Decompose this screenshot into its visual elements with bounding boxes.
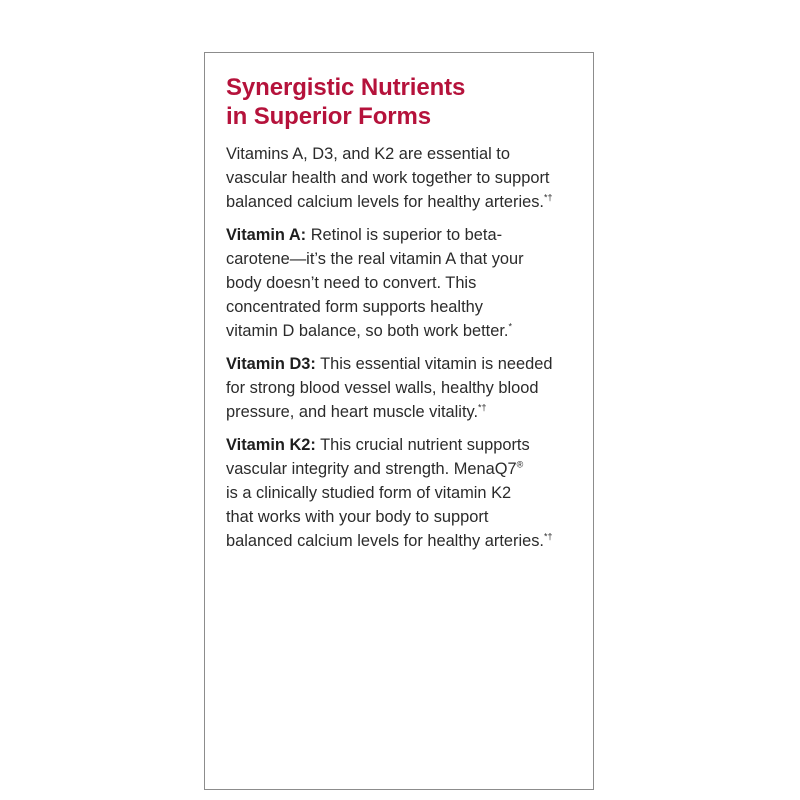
vitamin-a-line-1 xyxy=(226,223,586,247)
vitamin-a-line-4: concentrated form supports healthy xyxy=(226,298,483,316)
footnote-mark: *† xyxy=(478,402,487,413)
title-line-2: in Superior Forms xyxy=(226,103,431,130)
vitamin-a-line-5: vitamin D balance, so both work better. xyxy=(226,322,509,340)
vitamin-d3-line-3: pressure, and heart muscle vitality. xyxy=(226,403,479,421)
footnote-mark: *† xyxy=(543,192,553,203)
vitamin-k2-line-4: that works with your body to support xyxy=(226,508,489,526)
intro-line-3: balanced calcium levels for healthy arteries. xyxy=(226,193,544,211)
intro-line-3-wrap xyxy=(226,190,586,214)
vitamin-d3-paragraph xyxy=(226,352,586,424)
vitamin-d3-line-3-wrap xyxy=(226,400,586,424)
vitamin-d3-line-2: for strong blood vessel walls, healthy blood xyxy=(226,379,539,397)
vitamin-d3-line-1 xyxy=(226,352,586,376)
panel-title xyxy=(226,73,586,131)
vitamin-a-line-5-wrap xyxy=(226,319,586,343)
vitamin-k2-line-5: balanced calcium levels for healthy arteries. xyxy=(226,532,544,550)
intro-line-1: Vitamins A, D3, and K2 are essential to xyxy=(226,145,510,163)
vitamin-k2-line-2-wrap xyxy=(226,457,586,481)
footnote-mark: *† xyxy=(543,531,553,542)
panel-content xyxy=(226,73,586,553)
intro-paragraph xyxy=(226,142,586,214)
registered-mark: ® xyxy=(516,459,524,470)
vitamin-a-line-1-text: Retinol is superior to beta- xyxy=(306,226,503,244)
vitamin-k2-paragraph xyxy=(226,433,586,553)
intro-line-2: vascular health and work together to support xyxy=(226,169,550,187)
footnote-mark: * xyxy=(508,321,512,332)
vitamin-k2-line-1-text: This crucial nutrient supports xyxy=(315,436,530,454)
vitamin-a-line-2: carotene—it’s the real vitamin A that your xyxy=(226,250,524,268)
vitamin-a-line-3: body doesn’t need to convert. This xyxy=(226,274,477,292)
vitamin-k2-line-1 xyxy=(226,433,586,457)
vitamin-k2-label: Vitamin K2: xyxy=(226,436,316,454)
vitamin-k2-line-3: is a clinically studied form of vitamin K2 xyxy=(226,484,512,502)
vitamin-a-paragraph xyxy=(226,223,586,343)
title-line-1: Synergistic Nutrients xyxy=(226,74,466,101)
vitamin-a-label: Vitamin A: xyxy=(226,226,307,244)
vitamin-d3-label: Vitamin D3: xyxy=(226,355,316,373)
vitamin-k2-line-2: vascular integrity and strength. MenaQ7 xyxy=(226,460,517,478)
vitamin-d3-line-1-text: This essential vitamin is needed xyxy=(315,355,553,373)
info-panel xyxy=(204,52,594,790)
vitamin-k2-line-5-wrap xyxy=(226,529,586,553)
